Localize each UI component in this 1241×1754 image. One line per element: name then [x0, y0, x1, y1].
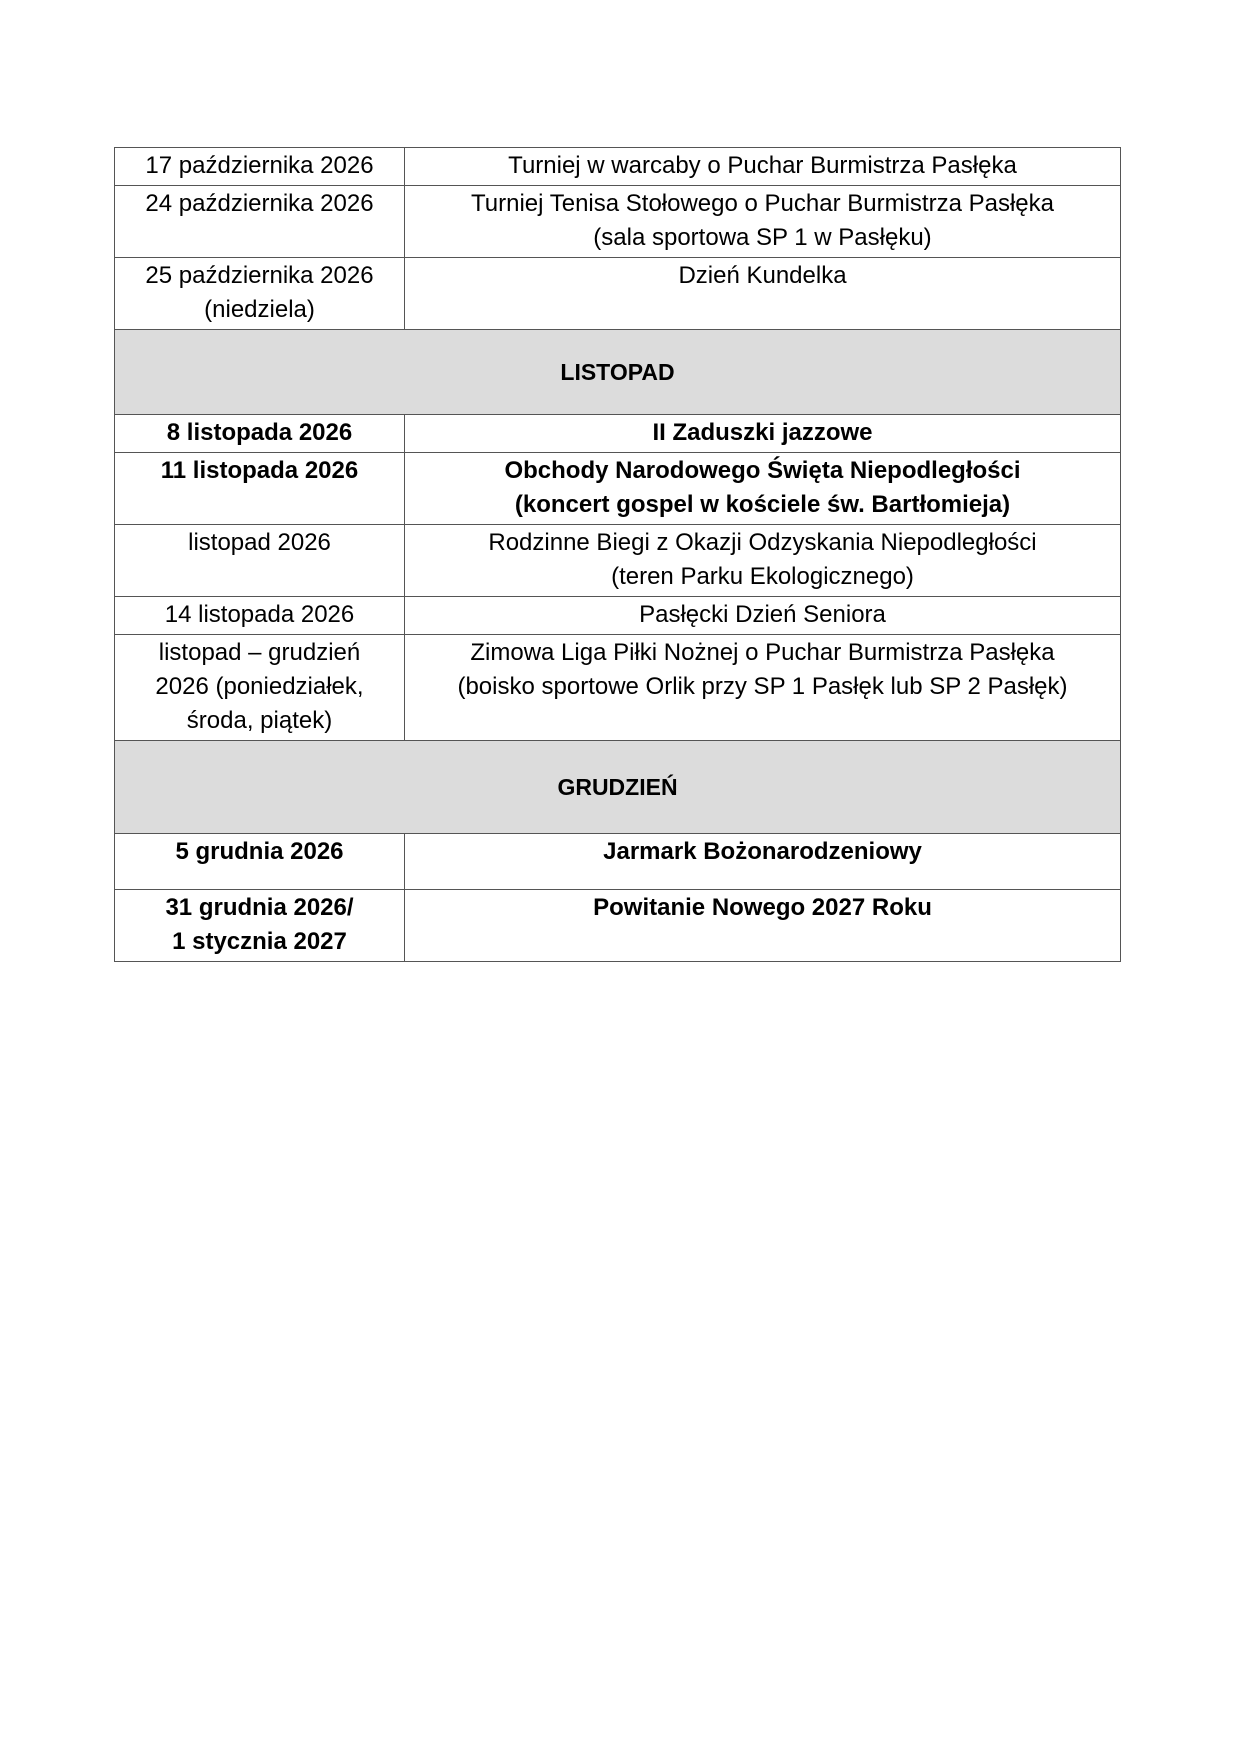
- month-header-grudzien: GRUDZIEŃ: [115, 741, 1121, 834]
- event-name: Zimowa Liga Piłki Nożnej o Puchar Burmistrza Pasłęka (boisko sportowe Orlik przy SP 1 Pasłęk lub SP 2 Pasłęk): [405, 635, 1121, 741]
- event-name: Dzień Kundelka: [405, 258, 1121, 330]
- event-name: Powitanie Nowego 2027 Roku: [405, 890, 1121, 962]
- table-row: [115, 148, 1121, 186]
- event-date: 14 listopada 2026: [115, 597, 405, 635]
- event-date: 17 października 2026: [115, 148, 405, 186]
- events-schedule-table: [114, 147, 1121, 962]
- table-row: [115, 635, 1121, 741]
- event-name: II Zaduszki jazzowe: [405, 415, 1121, 453]
- event-date: 24 października 2026: [115, 186, 405, 258]
- event-date: 25 października 2026 (niedziela): [115, 258, 405, 330]
- table-row: [115, 525, 1121, 597]
- table-row: [115, 834, 1121, 890]
- event-date: 8 listopada 2026: [115, 415, 405, 453]
- table-row: [115, 890, 1121, 962]
- event-date: 31 grudnia 2026/ 1 stycznia 2027: [115, 890, 405, 962]
- table-row: [115, 258, 1121, 330]
- event-date: 11 listopada 2026: [115, 453, 405, 525]
- event-date: 5 grudnia 2026: [115, 834, 405, 890]
- event-date: listopad 2026: [115, 525, 405, 597]
- month-header-listopad: LISTOPAD: [115, 330, 1121, 415]
- month-header-row: [115, 741, 1121, 834]
- event-name: Rodzinne Biegi z Okazji Odzyskania Niepodległości (teren Parku Ekologicznego): [405, 525, 1121, 597]
- event-date: listopad – grudzień 2026 (poniedziałek, środa, piątek): [115, 635, 405, 741]
- event-name: Turniej w warcaby o Puchar Burmistrza Pasłęka: [405, 148, 1121, 186]
- month-header-row: [115, 330, 1121, 415]
- event-name: Jarmark Bożonarodzeniowy: [405, 834, 1121, 890]
- table-row: [115, 453, 1121, 525]
- document-page: [114, 147, 1120, 962]
- table-row: [115, 415, 1121, 453]
- event-name: Turniej Tenisa Stołowego o Puchar Burmistrza Pasłęka (sala sportowa SP 1 w Pasłęku): [405, 186, 1121, 258]
- table-row: [115, 186, 1121, 258]
- table-row: [115, 597, 1121, 635]
- event-name: Pasłęcki Dzień Seniora: [405, 597, 1121, 635]
- event-name: Obchody Narodowego Święta Niepodległości (koncert gospel w kościele św. Bartłomieja): [405, 453, 1121, 525]
